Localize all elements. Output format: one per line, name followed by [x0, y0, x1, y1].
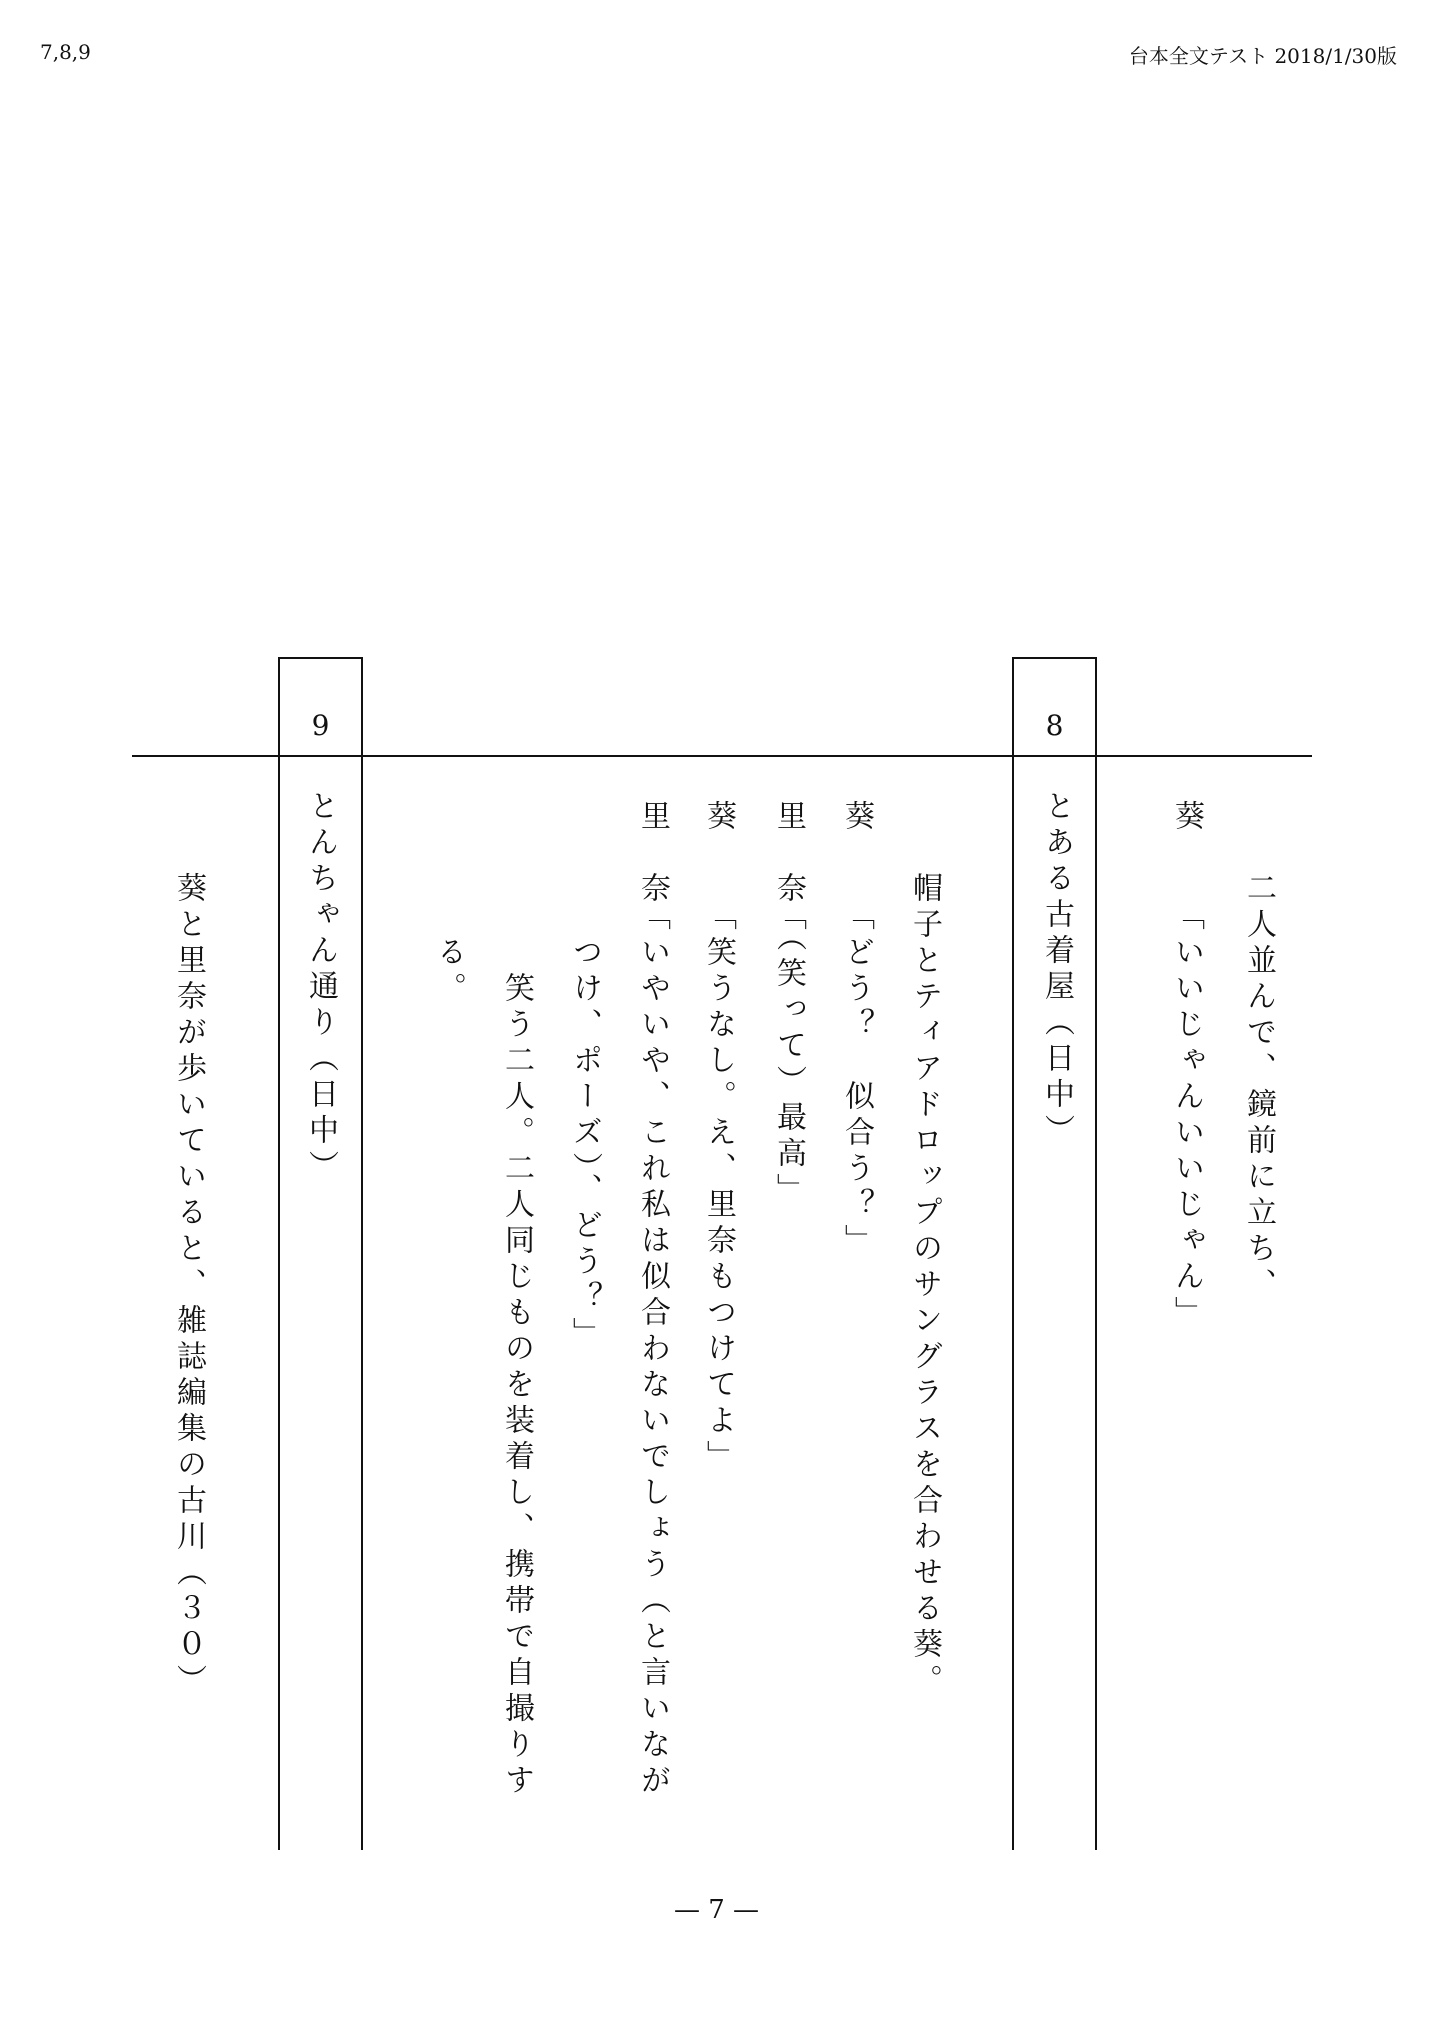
- scene-8-line-7: 笑う二人。二人同じものを装着し、携帯で自撮りす: [499, 900, 534, 1800]
- speaker-name: 葵: [1169, 800, 1204, 836]
- scene-8-rule-left: [1012, 757, 1014, 1850]
- header-right: 台本全文テスト 2018/1/30版: [1128, 44, 1397, 68]
- scene-9-box: [278, 657, 363, 757]
- scene-9-number: 9: [311, 709, 330, 742]
- speaker-name: 里 奈: [771, 800, 806, 908]
- scene-8-line-1: 帽子とティアドロップのサングラスを合わせる葵。: [907, 800, 942, 1700]
- scene-8-box: [1012, 657, 1097, 757]
- speaker-name: 葵: [839, 800, 874, 836]
- scene-8-heading: とある古着屋（日中）: [1039, 790, 1074, 1150]
- scene-8-line-4: 葵「笑うなし。え、里奈もつけてよ」: [701, 800, 736, 1476]
- prior-line-2: 葵「いいじゃんいいじゃん」: [1169, 800, 1204, 1332]
- scene-8-line-5: 里 奈「いやいや、これ私は似合わないでしょう（と言いなが: [635, 800, 670, 1800]
- scene-8-line-2: 葵「どう？ 似合う？」: [839, 800, 874, 1260]
- speaker-name: 里 奈: [635, 800, 670, 908]
- prior-line-1: 二人並んで、鏡前に立ち、: [1241, 800, 1276, 1304]
- scene-8-line-3: 里 奈「（笑って）最高」: [771, 800, 806, 1209]
- speaker-name: 葵: [701, 800, 736, 836]
- scene-9-heading: とんちゃん通り（日中）: [303, 790, 338, 1186]
- scene-8-number: 8: [1045, 709, 1064, 742]
- header-left: 7,8,9: [40, 40, 91, 64]
- scene-9-rule-right: [361, 757, 363, 1850]
- scene-8-line-6: つけ、ポーズ）、どう？」: [567, 900, 602, 1353]
- scene-9-rule-left: [278, 757, 280, 1850]
- scene-9-line-1: 葵と里奈が歩いていると、雑誌編集の古川（３０）: [171, 800, 206, 1700]
- scene-8-rule-right: [1095, 757, 1097, 1850]
- page-number: — 7 —: [673, 1895, 760, 1925]
- scene-8-line-8: る。: [431, 900, 466, 1008]
